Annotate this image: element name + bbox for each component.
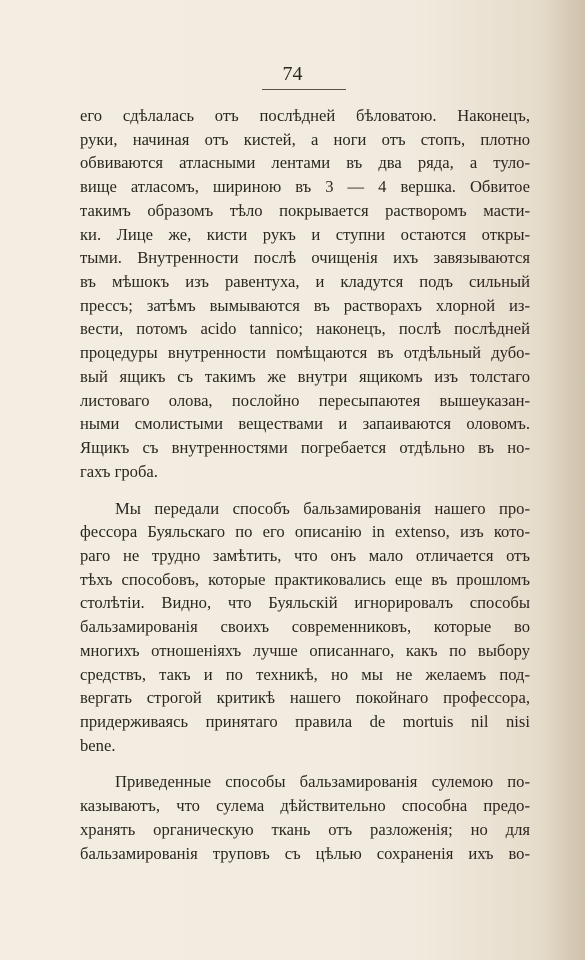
text-line: руки, начиная отъ кистей, а ноги отъ стопъ, плотно — [80, 129, 530, 149]
text-line: раго не трудно замѣтить, что онъ мало отличается отъ — [80, 545, 530, 565]
text-line: многихъ отношеніяхъ лучше описаннаго, какъ по выбору — [80, 640, 530, 660]
paragraph-gap — [80, 484, 530, 497]
text-line: бальзамированія своихъ современниковъ, которые во — [80, 617, 530, 637]
text-line: фессора Буяльскаго по его описанію in extenso, изъ кото- — [80, 522, 530, 542]
text-line: придерживаясь принятаго правила de mortuis nil nisi — [80, 711, 530, 731]
page-body — [80, 104, 530, 865]
text-line: вище атласомъ, шириною въ 3 — 4 вершка. Обвитое — [80, 177, 530, 197]
text-line: Приведенные способы бальзамированія сулемою по- — [115, 772, 530, 792]
paragraph-3 — [80, 770, 530, 865]
text-line: обвиваются атласными лентами въ два ряда, а туло- — [80, 153, 530, 173]
paragraph-1 — [80, 104, 530, 484]
page-number: 74 — [282, 63, 303, 85]
text-line: бальзамированія труповъ съ цѣлью сохраненія ихъ во- — [80, 843, 530, 863]
paragraph-2 — [80, 497, 530, 758]
text-line: тыми. Внутренности послѣ очищенія ихъ завязываются — [80, 248, 530, 268]
text-line: ными смолистыми веществами и запаиваются оловомъ. — [80, 414, 530, 434]
text-line: процедуры внутренности помѣщаются въ отдѣльный дубо- — [80, 343, 530, 363]
text-line: Ящикъ съ внутренностями погребается отдѣльно въ но- — [80, 438, 530, 458]
text-line: столѣтіи. Видно, что Буяльскій игнорировалъ способы — [80, 593, 530, 613]
text-line: средствъ, такъ и по техникѣ, но мы не желаемъ под- — [80, 664, 530, 684]
text-line: Мы передали способъ бальзамированія нашего про- — [115, 498, 530, 518]
text-line: тѣхъ способовъ, которые практиковались еще въ прошломъ — [80, 569, 530, 589]
text-line: вергать строгой критикѣ нашего покойнаго профессора, — [80, 688, 530, 708]
text-line: такимъ образомъ тѣло покрывается растворомъ масти- — [80, 200, 530, 220]
text-line: хранять органическую ткань отъ разложенія; но для — [80, 819, 530, 839]
text-line: его сдѣлалась отъ послѣдней бѣловатою. Наконецъ, — [80, 106, 530, 125]
text-line: вести, потомъ acido tannico; наконецъ, послѣ послѣдней — [80, 319, 530, 339]
paragraph-gap — [80, 757, 530, 770]
text-line: гахъ гроба. — [80, 461, 158, 481]
text-line: въ мѣшокъ изъ равентуха, и кладутся подъ сильный — [80, 272, 530, 292]
text-line: листоваго олова, послойно пересыпаютея вышеуказан- — [80, 390, 530, 410]
text-line: bene. — [80, 735, 116, 755]
text-line: казываютъ, что сулема дѣйствительно способна предо- — [80, 796, 530, 816]
text-line: вый ящикъ съ такимъ же внутри ящикомъ изъ толстаго — [80, 366, 530, 386]
text-line: прессъ; затѣмъ вымываются въ растворахъ хлорной из- — [80, 295, 530, 315]
text-line: ки. Лице же, кисти рукъ и ступни остаются откры- — [80, 224, 530, 244]
header-rule — [262, 89, 346, 90]
